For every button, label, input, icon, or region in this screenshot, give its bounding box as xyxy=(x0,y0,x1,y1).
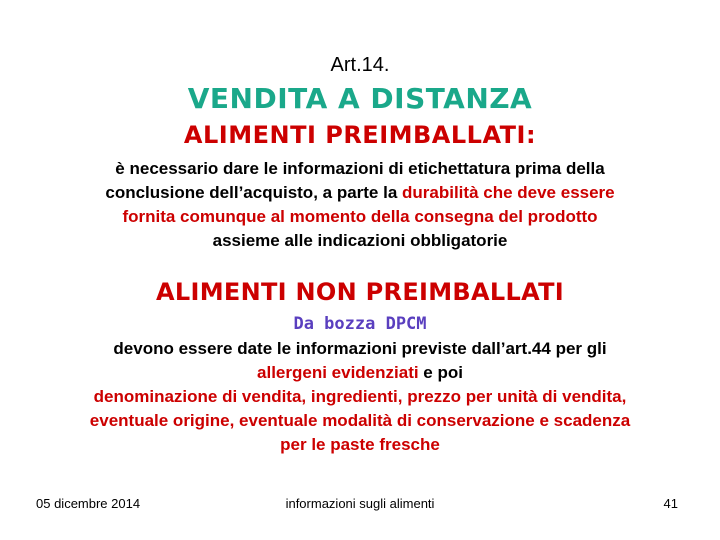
slide-title: VENDITA A DISTANZA xyxy=(187,82,533,115)
section-heading-preimballati: ALIMENTI PREIMBALLATI: xyxy=(183,121,537,149)
body-line: assieme alle indicazioni obbligatorie xyxy=(212,231,508,250)
article-number: Art.14. xyxy=(330,54,390,76)
highlight-line: per le paste fresche xyxy=(280,435,440,454)
body-line xyxy=(0,361,720,385)
body-line: devono essere date le informazioni previste dall’art.44 per gli xyxy=(113,339,607,358)
source-label: Da bozza DPCM xyxy=(293,314,427,334)
page-number: 41 xyxy=(663,496,678,511)
section-body-preimballati xyxy=(0,157,720,253)
body-text: e poi xyxy=(418,363,463,382)
highlight-line: eventuale origine, eventuale modalità di conservazione e scadenza xyxy=(89,411,631,430)
footer-title: informazioni sugli alimenti xyxy=(285,496,435,511)
highlight-line: fornita comunque al momento della consegna del prodotto xyxy=(122,207,598,226)
body-line: è necessario dare le informazioni di etichettatura prima della xyxy=(115,159,605,178)
body-line xyxy=(0,181,720,205)
section-heading-non-preimballati: ALIMENTI NON PREIMBALLATI xyxy=(156,278,564,306)
highlight-line: denominazione di vendita, ingredienti, prezzo per unità di vendita, xyxy=(93,387,627,406)
footer-date: 05 dicembre 2014 xyxy=(36,496,141,511)
highlight-text: allergeni evidenziati xyxy=(257,363,419,382)
body-text: conclusione dell’acquisto, a parte la xyxy=(105,183,403,202)
section-body-non-preimballati xyxy=(0,337,720,457)
highlight-text: durabilità che deve essere xyxy=(402,183,615,202)
